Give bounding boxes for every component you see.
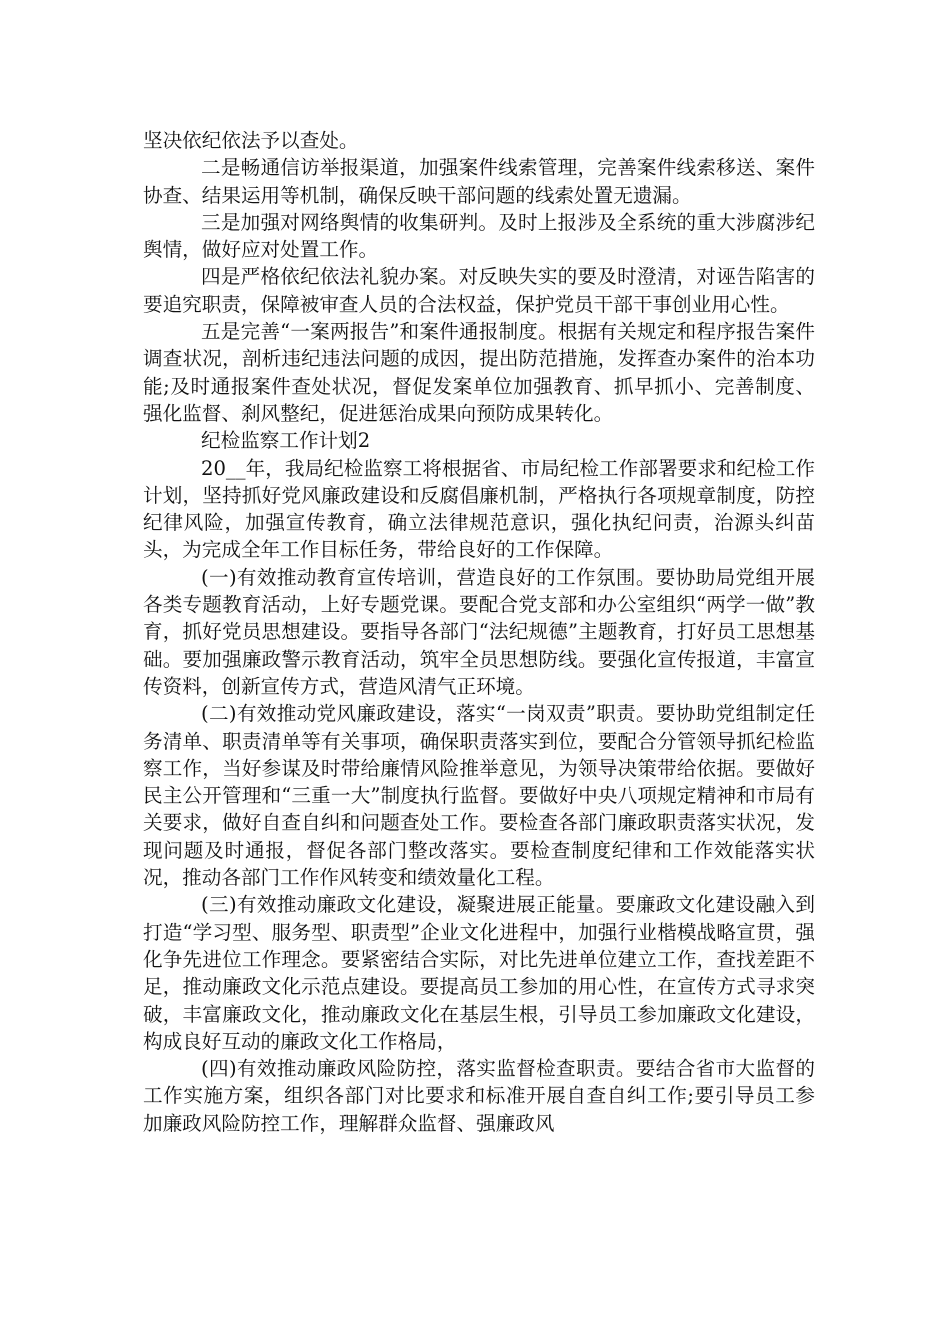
paragraph-intro: 20__年，我局纪检监察工将根据省、市局纪检工作部署要求和纪检工作计划，坚持抓好党风廉政建设和反腐倡廉机制，严格执行各项规章制度，防控纪律风险，加强宣传教育，确立法律规范意识，强化执纪问责，治源头纠苗头，为完成全年工作目标任务，带给良好的工作保障。 [143,456,815,562]
paragraph-point-five: 五是完善“一案两报告”和案件通报制度。根据有关规定和程序报告案件调查状况，剖析违纪违法问题的成因，提出防范措施，发挥查办案件的治本功能;及时通报案件查处状况，督促发案单位加强教育、抓早抓小、完善制度、强化监督、刹风整纪，促进惩治成果向预防成果转化。 [143,320,815,425]
paragraph-item-one: (一)有效推动教育宣传培训，营造良好的工作氛围。要协助局党组开展各类专题教育活动，上好专题党课。要配合党支部和办公室组织“两学一做”教育，抓好党员思想建设。要指导各部门“法纪规德”主题教育，打好员工思想基础。要加强廉政警示教育活动，筑牢全员思想防线。要强化宣传报道，丰富宣传资料，创新宣传方式，营造风清气正环境。 [143,565,815,698]
paragraph-item-two: (二)有效推动党风廉政建设，落实“一岗双责”职责。要协助党组制定任务清单、职责清单等有关事项，确保职责落实到位，要配合分管领导抓纪检监察工作，当好参谋及时带给廉情风险推举意见，为领导决策带给依据。要做好民主公开管理和“三重一大”制度执行监督。要做好中央八项规定精神和市局有关要求，做好自查自纠和问题查处工作。要检查各部门廉政职责落实状况，发现问题及时通报，督促各部门整改落实。要检查制度纪律和工作效能落实状况，推动各部门工作作风转变和绩效量化工程。 [143,702,815,890]
paragraph-item-four: (四)有效推动廉政风险防控，落实监督检查职责。要结合省市大监督的工作实施方案，组织各部门对比要求和标准开展自查自纠工作;要引导员工参加廉政风险防控工作，理解群众监督、强廉政风 [143,1057,815,1135]
paragraph-item-three: (三)有效推动廉政文化建设，凝聚进展正能量。要廉政文化建设融入到打造“学习型、服务型、职责型”企业文化进程中，加强行业楷模战略宣贯，强化争先进位工作理念。要紧密结合实际，对比先进单位建立工作，查找差距不足，推动廉政文化示范点建设。要提高员工参加的用心性，在宣传方式寻求突破，丰富廉政文化，推动廉政文化在基层生根，引导员工参加廉政文化建设，构成良好互动的廉政文化工作格局， [143,893,815,1053]
paragraph-point-two: 二是畅通信访举报渠道，加强案件线索管理，完善案件线索移送、案件协查、结果运用等机制，确保反映干部问题的线索处置无遗漏。 [143,156,815,207]
paragraph-point-four: 四是严格依纪依法礼貌办案。对反映失实的要及时澄清，对诬告陷害的要追究职责，保障被审查人员的合法权益，保护党员干部干事创业用心性。 [143,265,815,316]
document-body [143,127,815,1137]
paragraph-point-three: 三是加强对网络舆情的收集研判。及时上报涉及全系统的重大涉腐涉纪舆情，做好应对处置工作。 [143,210,815,262]
paragraph-continuation: 坚决依纪依法予以查处。 [143,129,359,152]
section-heading: 纪检监察工作计划2 [201,429,371,453]
